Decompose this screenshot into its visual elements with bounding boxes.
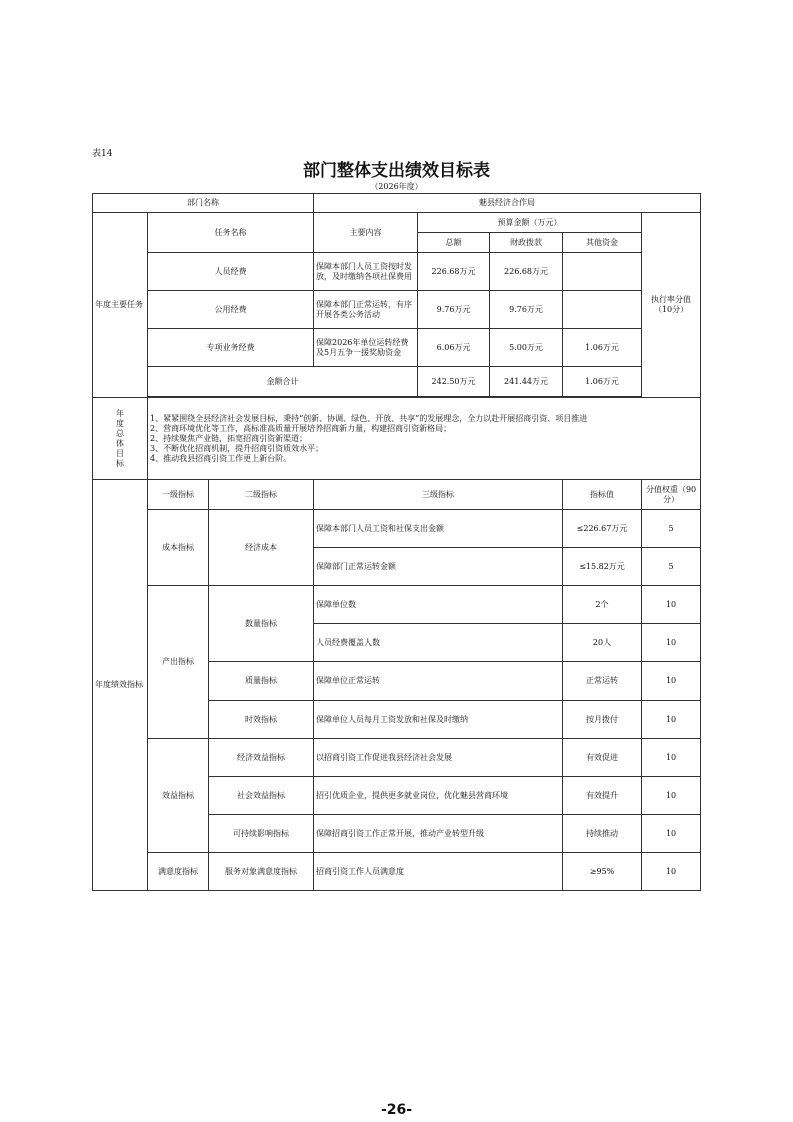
indicator-weight: 10 [642, 853, 701, 891]
table-row [93, 329, 701, 367]
indicator-level3: 以招商引资工作促进我县经济社会发展 [314, 739, 563, 777]
budget-amount-header: 预算金额（万元） [418, 213, 642, 233]
task-total: 6.06万元 [418, 329, 490, 367]
goal-line: 1、紧紧围绕全县经济社会发展目标，秉持“创新、协调、绿色、开放、共享”的发展理念，全力以赴开展招商引资、项目推进 [150, 413, 588, 423]
benefit-indicator-label: 效益指标 [148, 739, 209, 853]
indicator-value: ≥95% [563, 853, 642, 891]
task-other: 1.06万元 [563, 329, 642, 367]
goals-label-char: 年 [116, 408, 124, 418]
indicator-value: ≤15.82万元 [563, 548, 642, 586]
task-total: 9.76万元 [418, 291, 490, 329]
indicator-level3: 保障单位数 [314, 586, 563, 624]
annual-tasks-label: 年度主要任务 [93, 213, 148, 398]
task-name-header: 任务名称 [148, 213, 314, 253]
sum-total: 242.50万元 [418, 367, 490, 397]
indicator-level3: 招引优质企业，提供更多就业岗位，优化魅县营商环境 [314, 777, 563, 815]
task-content: 保障2026年单位运转经费及5月五争一援奖励资金 [314, 329, 418, 367]
table-row [93, 253, 701, 291]
fiscal-header: 财政拨款 [490, 233, 563, 253]
department-name-value: 魅县经济合作局 [314, 194, 701, 213]
indicator-value: 2个 [563, 586, 642, 624]
goals-label-char: 目 [116, 448, 124, 458]
indicator-level2: 社会效益指标 [209, 777, 314, 815]
table-row [93, 291, 701, 329]
sum-other: 1.06万元 [563, 367, 642, 397]
indicator-value: 有效促进 [563, 739, 642, 777]
indicator-level3: 招商引资工作人员满意度 [314, 853, 563, 891]
execution-rate-score: 执行率分值（10分） [642, 213, 701, 398]
goals-label-char: 体 [116, 438, 124, 448]
page-title: 部门整体支出绩效目标表 [303, 161, 490, 181]
task-total: 226.68万元 [418, 253, 490, 291]
page-number: -26- [380, 1102, 413, 1118]
level1-header: 一级指标 [148, 480, 209, 510]
indicator-level3: 人员经费覆盖人数 [314, 624, 563, 662]
indicator-level3: 保障招商引资工作正常开展，推动产业转型升级 [314, 815, 563, 853]
indicator-weight: 10 [642, 586, 701, 624]
table-row [93, 853, 701, 891]
cost-indicator-label: 成本指标 [148, 510, 209, 586]
task-name: 人员经费 [148, 253, 314, 291]
task-fiscal: 9.76万元 [490, 291, 563, 329]
level2-header: 二级指标 [209, 480, 314, 510]
year-subtitle: （2026年度） [370, 182, 423, 191]
indicator-weight: 10 [642, 739, 701, 777]
indicator-weight: 10 [642, 662, 701, 701]
indicator-value: 正常运转 [563, 662, 642, 701]
goal-line: 2、营商环境优化等工作，高标准高质量开展培养招商新力量，构建招商引资新格局； [150, 423, 452, 433]
indicator-value: 有效提升 [563, 777, 642, 815]
performance-goal-table [92, 193, 701, 891]
indicator-level3: 保障部门正常运转金额 [314, 548, 563, 586]
task-other [563, 253, 642, 291]
table-row [93, 510, 701, 548]
indicator-level2: 服务对象满意度指标 [209, 853, 314, 891]
annual-goals-text [148, 398, 701, 480]
indicator-level3: 保障单位人员每月工资发放和社保及时缴纳 [314, 701, 563, 739]
task-other [563, 291, 642, 329]
annual-performance-indicators-label: 年度绩效指标 [93, 480, 148, 891]
total-header: 总额 [418, 233, 490, 253]
goals-label-char: 度 [116, 418, 124, 428]
indicator-value: ≤226.67万元 [563, 510, 642, 548]
table-row [93, 586, 701, 624]
indicator-value: 20人 [563, 624, 642, 662]
task-name: 公用经费 [148, 291, 314, 329]
sum-fiscal: 241.44万元 [490, 367, 563, 397]
task-name: 专项业务经费 [148, 329, 314, 367]
task-content: 保障本部门人员工资按时发放，及时缴纳各项社保费用 [314, 253, 418, 291]
level3-header: 三级指标 [314, 480, 563, 510]
output-indicator-label: 产出指标 [148, 586, 209, 739]
goal-line: 2、持续聚焦产业链，拓宽招商引资新渠道； [150, 433, 308, 443]
sum-label: 金额合计 [148, 367, 418, 397]
quality-indicator-label: 质量指标 [209, 662, 314, 701]
indicator-value: 按月拨付 [563, 701, 642, 739]
annual-overall-goals-label [93, 398, 148, 480]
goal-line: 3、不断优化招商机制，提升招商引资质效水平； [150, 443, 324, 453]
indicator-weight: 10 [642, 777, 701, 815]
quantity-indicator-label: 数量指标 [209, 586, 314, 662]
indicator-weight: 10 [642, 701, 701, 739]
goal-line: 4、推动我县招商引资工作更上新台阶。 [150, 453, 292, 463]
goals-label-char: 标 [116, 458, 124, 468]
timeliness-indicator-label: 时效指标 [209, 701, 314, 739]
other-funds-header: 其他资金 [563, 233, 642, 253]
main-content-header: 主要内容 [314, 213, 418, 253]
indicator-weight: 5 [642, 548, 701, 586]
task-fiscal: 226.68万元 [490, 253, 563, 291]
department-name-label: 部门名称 [93, 194, 314, 213]
table-row [93, 739, 701, 777]
indicator-level3: 保障单位正常运转 [314, 662, 563, 701]
economic-cost-label: 经济成本 [209, 510, 314, 586]
goals-label-char: 总 [116, 428, 124, 438]
indicator-value-header: 指标值 [563, 480, 642, 510]
task-content: 保障本部门正常运转，有序开展各类公务活动 [314, 291, 418, 329]
indicator-level2: 可持续影响指标 [209, 815, 314, 853]
weight-header: 分值权重（90分） [642, 480, 701, 510]
indicator-level3: 保障本部门人员工资和社保支出金额 [314, 510, 563, 548]
indicator-level2: 经济效益指标 [209, 739, 314, 777]
indicator-weight: 10 [642, 815, 701, 853]
indicator-weight: 10 [642, 624, 701, 662]
indicator-value: 持续推动 [563, 815, 642, 853]
table-number-label: 表14 [92, 149, 113, 159]
task-fiscal: 5.00万元 [490, 329, 563, 367]
indicator-weight: 5 [642, 510, 701, 548]
satisfaction-indicator-label: 满意度指标 [148, 853, 209, 891]
